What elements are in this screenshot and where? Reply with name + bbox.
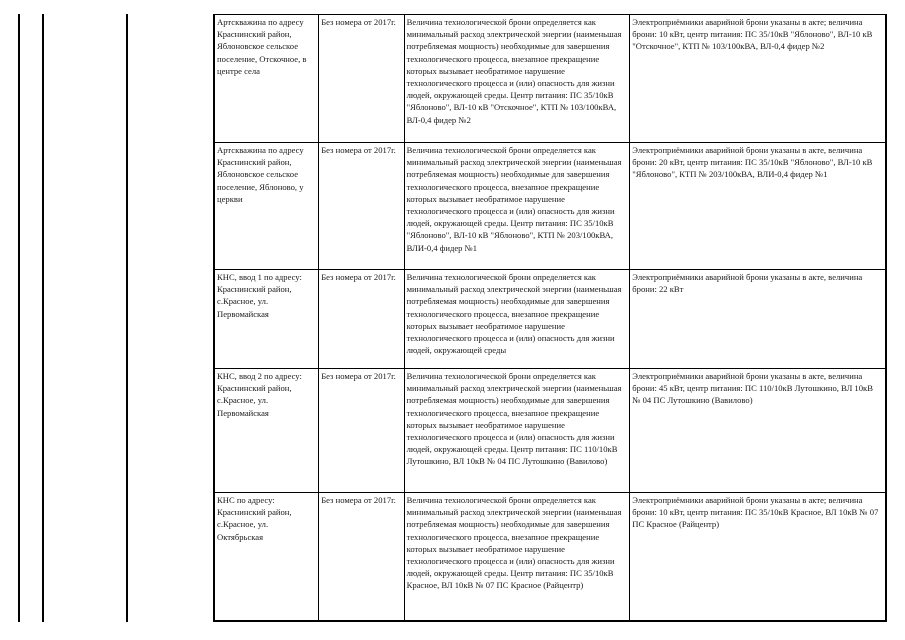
object-cell: КНС, ввод 1 по адресу: Краснинский район, с.Красное, ул. Первомайская — [214, 270, 319, 369]
act-number-cell: Без номера от 2017г. — [319, 143, 404, 270]
equipment-cell: Электроприёмники аварийной брони указаны в акте; величина брони: 10 кВт, центр питания: ПС 35/10кВ Красное, ВЛ 10кВ № 07 ПС Красное (Райцентр) — [630, 493, 886, 621]
object-cell: КНС по адресу: Краснинский район, с.Красное, ул. Октябрьская — [214, 493, 319, 621]
table-row — [214, 493, 886, 621]
act-number-cell: Без номера от 2017г. — [319, 15, 404, 143]
left-border-line-3 — [126, 14, 128, 622]
act-number-cell: Без номера от 2017г. — [319, 369, 404, 493]
equipment-cell: Электроприёмники аварийной брони указаны в акте, величина брони: 45 кВт, центр питания: ПС 110/10кВ Лутошкино, ВЛ 10кВ № 04 ПС Лутошкино (Вавилово) — [630, 369, 886, 493]
equipment-cell: Электроприёмники аварийной брони указаны в акте; величина брони: 10 кВт, центр питания: ПС 35/10кВ "Яблоново", ВЛ-10 кВ "Отскочное", КТП № 103/100кВА, ВЛ-0,4 фидер №2 — [630, 15, 886, 143]
table-row — [214, 143, 886, 270]
act-number-cell: Без номера от 2017г. — [319, 270, 404, 369]
description-cell: Величина технологической брони определяется как минимальный расход электрической энергии (наименьшая потребляемая мощность) необходимые для завершения технологического процесса, внезапное прекращение которых вызывает необратимое нарушение технологического процесса и (или) опасность для жизни людей, окружающей среды. Центр питания: ПС 35/10кВ "Яблоново", ВЛ-10 кВ "Яблоново", КТП № 203/100кВА, ВЛИ-0,4 фидер №1 — [404, 143, 630, 270]
act-number-cell: Без номера от 2017г. — [319, 493, 404, 621]
reserve-table — [213, 14, 887, 622]
equipment-cell: Электроприёмники аварийной брони указаны в акте, величина брони: 22 кВт — [630, 270, 886, 369]
description-cell: Величина технологической брони определяется как минимальный расход электрической энергии (наименьшая потребляемая мощность) необходимые для завершения технологического процесса, внезапное прекращение которых вызывает необратимое нарушение технологического процесса и (или) опасность для жизни людей, окружающей среды. Центр питания: ПС 110/10кВ Лутошкино, ВЛ 10кВ № 04 ПС Лутошкино (Вавилово) — [404, 369, 630, 493]
description-cell: Величина технологической брони определяется как минимальный расход электрической энергии (наименьшая потребляемая мощность) необходимые для завершения технологического процесса, внезапное прекращение которых вызывает необратимое нарушение технологического процесса и (или) опасность для жизни людей, окружающей среды. Центр питания: ПС 35/10кВ Красное, ВЛ 10кВ № 07 ПС Красное (Райцентр) — [404, 493, 630, 621]
description-cell: Величина технологической брони определяется как минимальный расход электрической энергии (наименьшая потребляемая мощность) необходимые для завершения технологического процесса, внезапное прекращение которых вызывает необратимое нарушение технологического процесса и (или) опасность для жизни людей, окружающей среды — [404, 270, 630, 369]
object-cell: КНС, ввод 2 по адресу: Краснинский район, с.Красное, ул. Первомайская — [214, 369, 319, 493]
equipment-cell: Электроприёмники аварийной брони указаны в акте, величина брони: 20 кВт, центр питания: ПС 35/10кВ "Яблоново", ВЛ-10 кВ "Яблоново", КТП № 203/100кВА, ВЛИ-0,4 фидер №1 — [630, 143, 886, 270]
table-row — [214, 369, 886, 493]
left-border-line-2 — [42, 14, 44, 622]
left-border-line-1 — [18, 14, 20, 622]
description-cell: Величина технологической брони определяется как минимальный расход электрической энергии (наименьшая потребляемая мощность) необходимые для завершения технологического процесса, внезапное прекращение которых вызывает необратимое нарушение технологического процесса и (или) опасность для жизни людей, окружающей среды. Центр питания: ПС 35/10кВ "Яблоново", ВЛ-10 кВ "Отскочное", КТП № 103/100кВА, ВЛ-0,4 фидер №2 — [404, 15, 630, 143]
table-row — [214, 15, 886, 143]
table-row — [214, 270, 886, 369]
object-cell: Артскважина по адресу Краснинский район, Яблоновское сельское поселение, Отскочное, в центре села — [214, 15, 319, 143]
object-cell: Артскважина по адресу Краснинский район, Яблоновское сельское поселение, Яблоново, у церкви — [214, 143, 319, 270]
